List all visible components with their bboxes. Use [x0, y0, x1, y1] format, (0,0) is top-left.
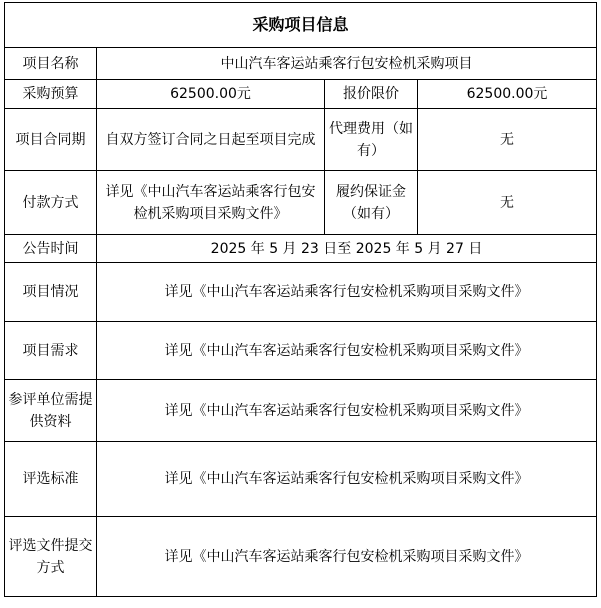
price-limit-label: 报价限价: [325, 80, 418, 109]
row-project-name: [5, 48, 597, 80]
row-project-situation: [5, 263, 597, 322]
table-title: 采购项目信息: [5, 3, 597, 48]
payment-label: 付款方式: [5, 171, 97, 235]
notice-time-value: 2025 年 5 月 23 日至 2025 年 5 月 27 日: [97, 235, 597, 263]
submission-method-label: 评选文件提交方式: [5, 517, 97, 597]
bidder-materials-value: 详见《中山汽车客运站乘客行包安检机采购项目采购文件》: [97, 380, 597, 442]
contract-period-label: 项目合同期: [5, 109, 97, 171]
agency-fee-label: 代理费用（如有）: [325, 109, 418, 171]
project-requirements-label: 项目需求: [5, 322, 97, 380]
contract-period-value: 自双方签订合同之日起至项目完成: [97, 109, 325, 171]
price-limit-value: 62500.00元: [418, 80, 597, 109]
row-project-requirements: [5, 322, 597, 380]
project-situation-value: 详见《中山汽车客运站乘客行包安检机采购项目采购文件》: [97, 263, 597, 322]
row-notice-time: [5, 235, 597, 263]
guarantee-value: 无: [418, 171, 597, 235]
submission-method-value: 详见《中山汽车客运站乘客行包安检机采购项目采购文件》: [97, 517, 597, 597]
procurement-info-table: [4, 2, 597, 597]
evaluation-criteria-label: 评选标准: [5, 442, 97, 517]
budget-label: 采购预算: [5, 80, 97, 109]
guarantee-label: 履约保证金（如有）: [325, 171, 418, 235]
budget-value: 62500.00元: [97, 80, 325, 109]
notice-time-label: 公告时间: [5, 235, 97, 263]
project-situation-label: 项目情况: [5, 263, 97, 322]
evaluation-criteria-value: 详见《中山汽车客运站乘客行包安检机采购项目采购文件》: [97, 442, 597, 517]
row-evaluation-criteria: [5, 442, 597, 517]
row-bidder-materials: [5, 380, 597, 442]
row-submission-method: [5, 517, 597, 597]
row-contract-period: [5, 109, 597, 171]
row-budget: [5, 80, 597, 109]
project-name-label: 项目名称: [5, 48, 97, 80]
row-payment: [5, 171, 597, 235]
title-row: [5, 3, 597, 48]
bidder-materials-label: 参评单位需提供资料: [5, 380, 97, 442]
payment-value: 详见《中山汽车客运站乘客行包安检机采购项目采购文件》: [97, 171, 325, 235]
agency-fee-value: 无: [418, 109, 597, 171]
project-requirements-value: 详见《中山汽车客运站乘客行包安检机采购项目采购文件》: [97, 322, 597, 380]
project-name-value: 中山汽车客运站乘客行包安检机采购项目: [97, 48, 597, 80]
